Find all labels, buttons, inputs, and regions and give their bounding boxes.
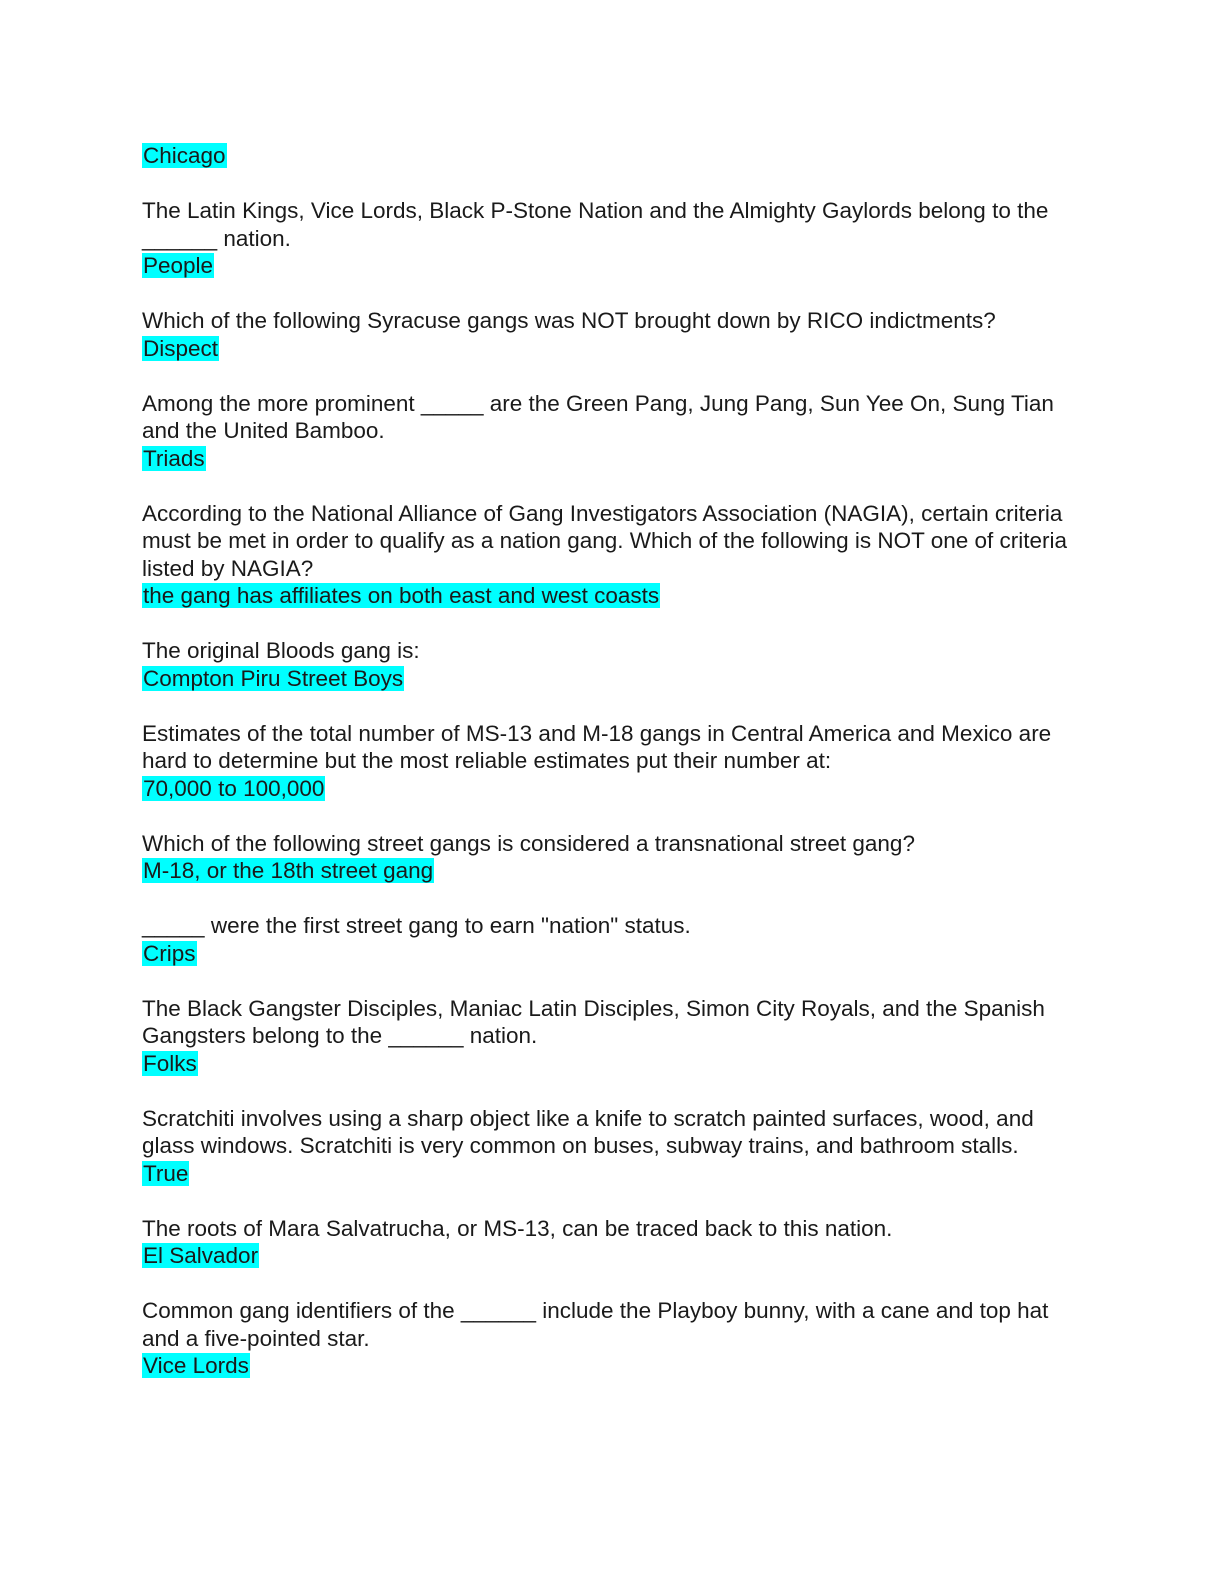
question-text: The roots of Mara Salvatrucha, or MS-13, can be traced back to this nation. (142, 1215, 893, 1241)
highlighted-answer: Compton Piru Street Boys (143, 665, 404, 691)
qa-item (142, 637, 1082, 692)
qa-item (142, 390, 1082, 473)
question-text: The original Bloods gang is: (142, 638, 420, 663)
answer-line (142, 1050, 1082, 1078)
highlighted-answer: 70,000 to 100,000 (143, 775, 325, 801)
qa-item (142, 912, 1082, 967)
qa-item (142, 197, 1082, 280)
question-text: Estimates of the total number of MS-13 and M-18 gangs in Central America and Mexico are hard to determine but the most reliable estimates put their number at: (142, 720, 1058, 773)
answer-line (142, 940, 1082, 968)
answer-line (142, 335, 1082, 363)
highlighted-answer: Crips (143, 940, 196, 966)
qa-item (142, 1215, 1082, 1270)
answer-line (142, 857, 1082, 885)
answer-line (142, 1352, 1082, 1380)
question-text: Scratchiti involves using a sharp object like a knife to scratch painted surfaces, wood, and glass windows. Scratchiti is very common on buses, subway trains, and bathroom stalls. (142, 1105, 1040, 1158)
qa-item (142, 500, 1082, 610)
question-text: Which of the following Syracuse gangs was NOT brought down by RICO indictments? (142, 308, 996, 333)
answer-line (142, 1160, 1082, 1188)
question-text: According to the National Alliance of Gang Investigators Association (NAGIA), certain criteria must be met in order to qualify as a nation gang. Which of the following is NOT one of criteria listed by NAGIA? (142, 500, 1074, 581)
question-text: Which of the following street gangs is considered a transnational street gang? (142, 830, 915, 856)
highlighted-answer: El Salvador (143, 1243, 259, 1268)
highlighted-answer: Vice Lords (143, 1353, 249, 1378)
question-text: Among the more prominent _____ are the Green Pang, Jung Pang, Sun Yee On, Sung Tian and the United Bamboo. (142, 390, 1061, 443)
answer-line (142, 142, 1082, 170)
highlighted-answer: Folks (143, 1050, 197, 1076)
question-text: The Latin Kings, Vice Lords, Black P-Stone Nation and the Almighty Gaylords belong to the ______ nation. (142, 198, 1055, 251)
qa-item (142, 995, 1082, 1078)
qa-item (142, 1297, 1082, 1380)
qa-item (142, 720, 1082, 803)
answer-line (142, 582, 1082, 610)
answer-line (142, 445, 1082, 473)
qa-item (142, 307, 1082, 362)
highlighted-answer: Dispect (143, 335, 219, 361)
highlighted-answer: Chicago (143, 143, 226, 168)
question-text: _____ were the first street gang to earn "nation" status. (142, 913, 691, 938)
answer-line (142, 1242, 1082, 1270)
highlighted-answer: M-18, or the 18th street gang (143, 858, 434, 883)
answer-line (142, 665, 1082, 693)
highlighted-answer: True (143, 1160, 189, 1186)
highlighted-answer: People (143, 253, 214, 278)
answer-line (142, 775, 1082, 803)
question-text: Common gang identifiers of the ______ include the Playboy bunny, with a cane and top hat and a five-pointed star. (142, 1298, 1055, 1351)
qa-item (142, 830, 1082, 885)
question-text: The Black Gangster Disciples, Maniac Latin Disciples, Simon City Royals, and the Spanish Gangsters belong to the ______ nation. (142, 995, 1052, 1048)
qa-item (142, 1105, 1082, 1188)
document-page (142, 142, 1082, 1407)
answer-line (142, 252, 1082, 280)
highlighted-answer: the gang has affiliates on both east and west coasts (143, 583, 660, 608)
qa-item (142, 142, 1082, 170)
highlighted-answer: Triads (143, 445, 205, 471)
